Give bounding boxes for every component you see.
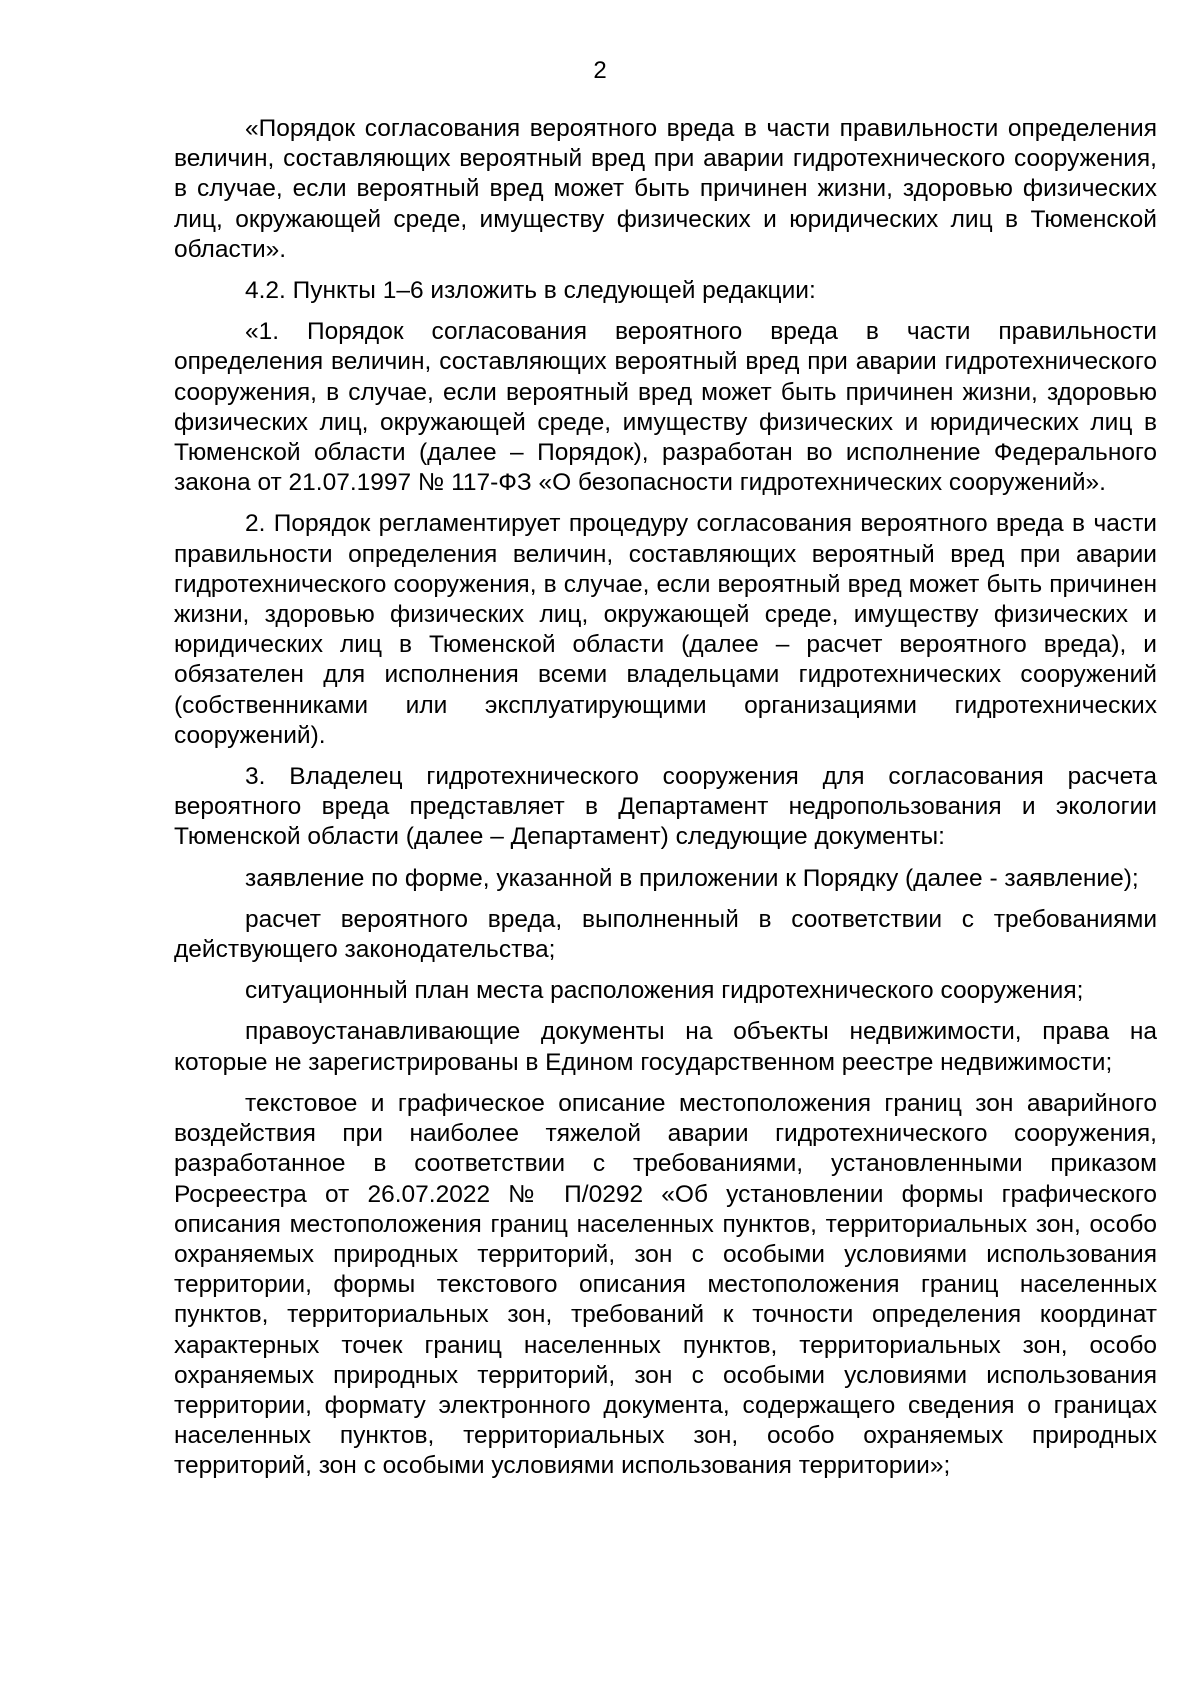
document-body bbox=[174, 114, 1157, 1493]
paragraph-4-2: 4.2. Пункты 1–6 изложить в следующей редакции: bbox=[245, 277, 816, 305]
page-number: 2 bbox=[593, 57, 607, 84]
paragraph-title-quote: «Порядок согласования вероятного вреда в части правильности определения величин, составляющих вероятный вред при аварии гидротехнического сооружения, в случае, если вероятный вред может быть причинен жизни, здоровью физических лиц, окружающей среде, имуществу физических и юридических лиц в Тюменской области». bbox=[174, 115, 1157, 263]
list-item-boundary-description: текстовое и графическое описание местоположения границ зон аварийного воздействия при наиболее тяжелой аварии гидротехнического сооружения, разработанное в соответствии с требованиями, установленными приказом Росреестра от 26.07.2022 № П/0292 «Об установлении формы графического описания местоположения границ населенных пунктов, территориальных зон, особо охраняемых природных территорий, зон с особыми условиями использования территории, формы текстового описания местоположения границ населенных пунктов, территориальных зон, требований к точности определения координат характерных точек границ населенных пунктов, территориальных зон, особо охраняемых природных территорий, зон с особыми условиями использования территории, формату электронного документа, содержащего сведения о границах населенных пунктов, территориальных зон, особо охраняемых природных территорий, зон с особыми условиями использования территории»; bbox=[174, 1089, 1157, 1480]
list-item-situation-plan: ситуационный план места расположения гидротехнического сооружения; bbox=[245, 977, 1084, 1005]
list-item-calculation: расчет вероятного вреда, выполненный в соответствии с требованиями действующего законодательства; bbox=[174, 905, 1157, 964]
paragraph-item-1: «1. Порядок согласования вероятного вреда в части правильности определения величин, составляющих вероятный вред при аварии гидротехнического сооружения, в случае, если вероятный вред может быть причинен жизни, здоровью физических лиц, окружающей среде, имуществу физических и юридических лиц в Тюменской области (далее – Порядок), разработан во исполнение Федерального закона от 21.07.1997 № 117-ФЗ «О безопасности гидротехнических сооружений». bbox=[174, 318, 1157, 497]
list-item-title-documents: правоустанавливающие документы на объекты недвижимости, права на которые не зарегистрированы в Едином государственном реестре недвижимости; bbox=[174, 1018, 1157, 1076]
list-item-application: заявление по форме, указанной в приложении к Порядку (далее - заявление); bbox=[245, 864, 1139, 892]
paragraph-item-2: 2. Порядок регламентирует процедуру согласования вероятного вреда в части правильности определения величин, составляющих вероятный вред при аварии гидротехнического сооружения, в случае, если вероятный вред может быть причинен жизни, здоровью физических лиц, окружающей среде, имуществу физических и юридических лиц в Тюменской области (далее – расчет вероятного вреда), и обязателен для исполнения всеми владельцами гидротехнических сооружений (собственниками или эксплуатирующими организациями гидротехнических сооружений). bbox=[174, 510, 1157, 749]
paragraph-item-3: 3. Владелец гидротехнического сооружения для согласования расчета вероятного вреда представляет в Департамент недропользования и экологии Тюменской области (далее – Департамент) следующие документы: bbox=[174, 763, 1157, 851]
